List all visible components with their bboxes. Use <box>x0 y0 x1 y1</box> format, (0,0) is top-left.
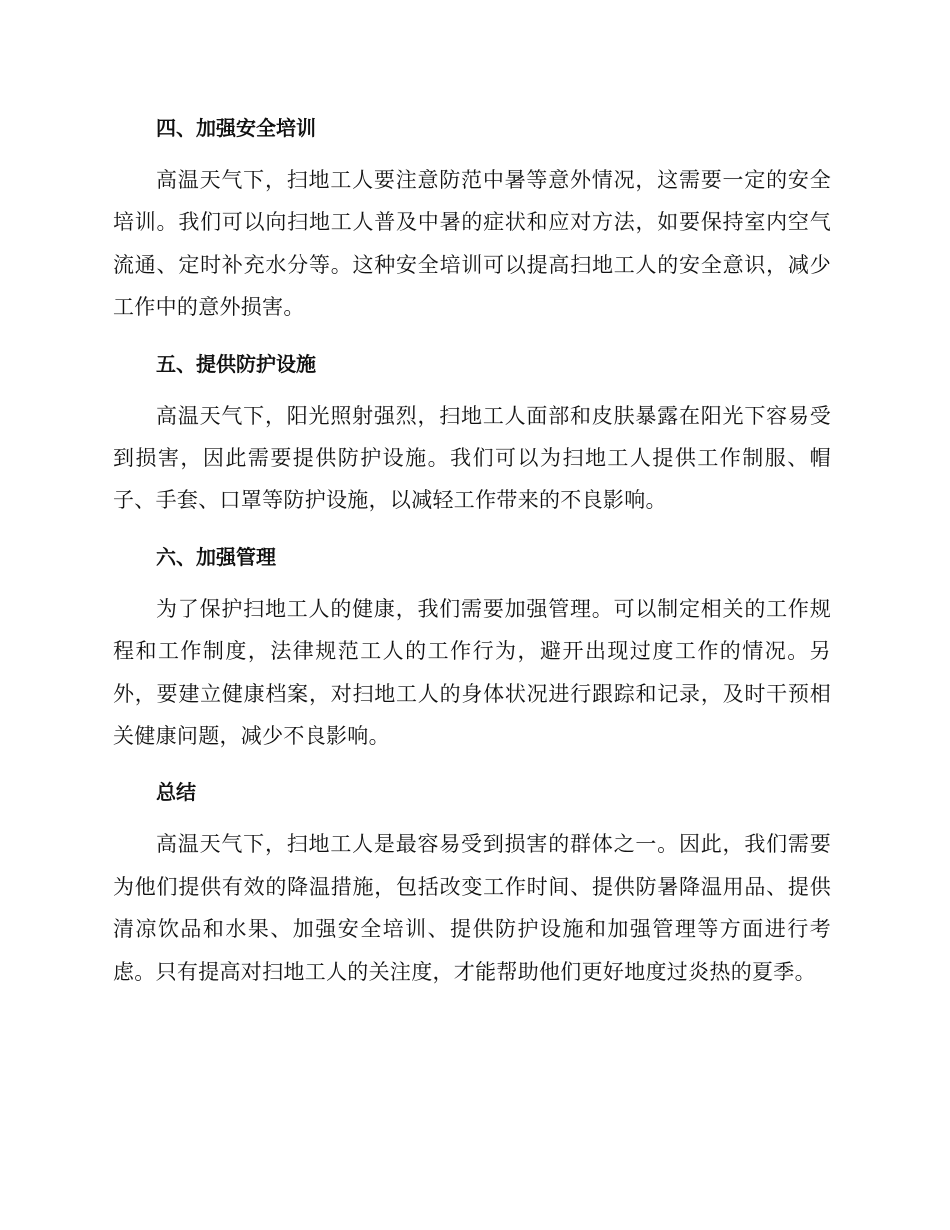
section-paragraph: 高温天气下，扫地工人要注意防范中暑等意外情况，这需要一定的安全培训。我们可以向扫地工人普及中暑的症状和应对方法，如要保持室内空气流通、定时补充水分等。这种安全培训可以提高扫地工人的安全意识，减少工作中的意外损害。 <box>113 168 831 320</box>
section-heading: 六、加强管理 <box>156 544 276 569</box>
section-management <box>113 536 831 758</box>
section-paragraph: 为了保护扫地工人的健康，我们需要加强管理。可以制定相关的工作规程和工作制度，法律规范工人的工作行为，避开出现过度工作的情况。另外，要建立健康档案，对扫地工人的身体状况进行跟踪和记录，及时干预相关健康问题，减少不良影响。 <box>113 596 831 749</box>
section-safety-training <box>113 107 831 329</box>
section-heading: 五、提供防护设施 <box>156 351 316 376</box>
section-summary <box>113 771 831 993</box>
section-heading: 总结 <box>156 780 196 805</box>
section-heading: 四、加强安全培训 <box>156 116 316 140</box>
section-protective-facilities <box>113 343 831 522</box>
document-body <box>113 107 831 1007</box>
section-paragraph: 高温天气下，阳光照射强烈，扫地工人面部和皮肤暴露在阳光下容易受到损害，因此需要提供防护设施。我们可以为扫地工人提供工作制服、帽子、手套、口罩等防护设施，以减轻工作带来的不良影响。 <box>113 403 831 513</box>
section-paragraph: 高温天气下，扫地工人是最容易受到损害的群体之一。因此，我们需要为他们提供有效的降温措施，包括改变工作时间、提供防暑降温用品、提供清凉饮品和水果、加强安全培训、提供防护设施和加强管理等方面进行考虑。只有提高对扫地工人的关注度，才能帮助他们更好地度过炎热的夏季。 <box>113 832 831 984</box>
